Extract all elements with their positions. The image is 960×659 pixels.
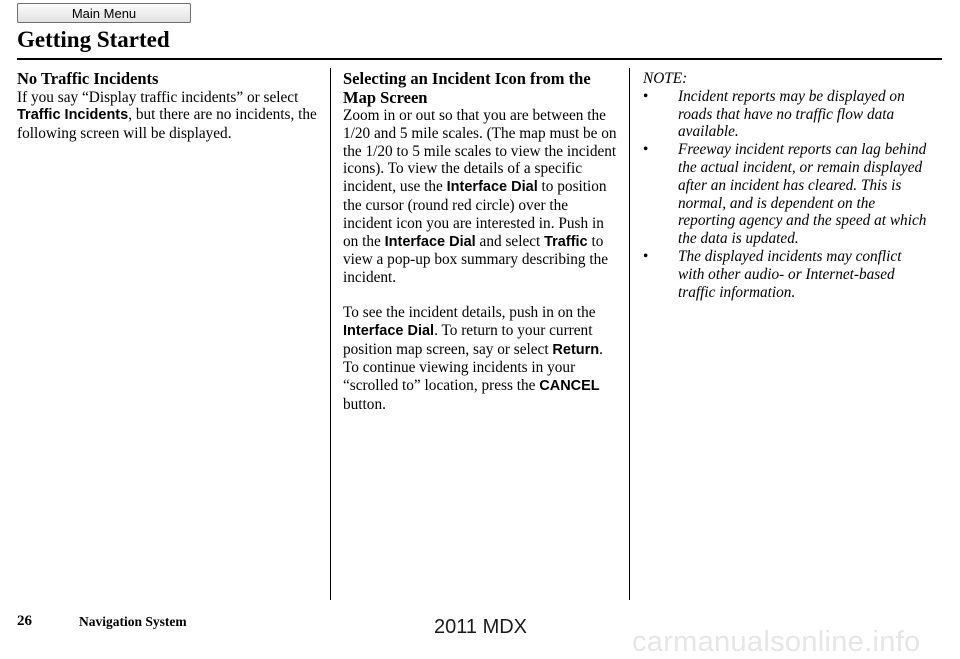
section-heading-selecting-incident: Selecting an Incident Icon from the Map Screen: [343, 69, 591, 107]
title-divider: [17, 58, 942, 60]
text-run: To see the incident details, push in on the: [343, 303, 596, 321]
notes-list: [643, 88, 928, 302]
main-menu-button[interactable]: Main Menu: [17, 3, 191, 23]
page-title: Getting Started: [17, 27, 170, 52]
section-heading-no-traffic: No Traffic Incidents: [17, 69, 159, 88]
text-run: . To return to your current position map screen, say or select: [343, 321, 593, 358]
text-run: . To continue viewing incidents in your “scrolled to” location, press the: [343, 340, 603, 395]
text-run: Zoom in or out so that you are between the 1/20 and 5 mile scales. (The map must be on the 1/20 to 5 mile scales to view the incident icons). To view the details of a specific incident, use the: [343, 107, 617, 196]
column-notes: [643, 70, 928, 301]
bullet-icon: •: [643, 247, 649, 265]
control-label-return: Return: [552, 341, 600, 358]
control-label-interface-dial: Interface Dial: [343, 322, 435, 339]
text-run: to view a pop-up box summary describing the incident.: [343, 232, 609, 287]
column-divider-2: [629, 68, 630, 600]
note-text: Incident reports may be displayed on roads that have no traffic flow data available.: [678, 87, 905, 141]
note-text: The displayed incidents may conflict with other audio- or Internet-based traffic information.: [678, 247, 902, 301]
text-run: and select: [475, 232, 545, 250]
bullet-icon: •: [643, 141, 649, 159]
column-selecting-incident: [343, 70, 618, 414]
paragraph-zoom-instructions: [343, 107, 618, 287]
column-no-traffic-incidents: [17, 70, 317, 143]
footer-section-label: Navigation System: [79, 614, 187, 629]
paragraph-incident-details: [343, 304, 618, 414]
page-number: 26: [17, 613, 32, 629]
model-watermark: 2011 MDX: [434, 616, 528, 638]
paragraph-no-traffic: [17, 89, 317, 143]
control-label-traffic-incidents: Traffic Incidents: [17, 107, 129, 124]
text-run: button.: [343, 395, 386, 413]
bullet-icon: •: [643, 87, 649, 105]
control-label-traffic: Traffic: [544, 233, 588, 250]
note-text: Freeway incident reports can lag behind the actual incident, or remain displayed after an incident has cleared. This is normal, and is dependent on the reporting agency and the speed at which the data is updated.: [678, 141, 927, 248]
site-watermark: carmanualsonline.info: [632, 626, 921, 658]
note-item: [643, 88, 928, 141]
control-label-interface-dial: Interface Dial: [446, 179, 538, 196]
control-label-cancel: CANCEL: [539, 378, 600, 395]
note-item: [643, 141, 928, 248]
control-label-interface-dial: Interface Dial: [384, 233, 476, 250]
column-divider-1: [330, 68, 331, 600]
text-run: to position the cursor (round red circle) over the incident icon you are interested in. Push in on the: [343, 178, 607, 250]
text-run: , but there are no incidents, the following screen will be displayed.: [17, 106, 317, 143]
note-heading: NOTE:: [643, 70, 688, 87]
note-item: [643, 248, 928, 301]
text-run: If you say “Display traffic incidents” or select: [17, 88, 299, 106]
